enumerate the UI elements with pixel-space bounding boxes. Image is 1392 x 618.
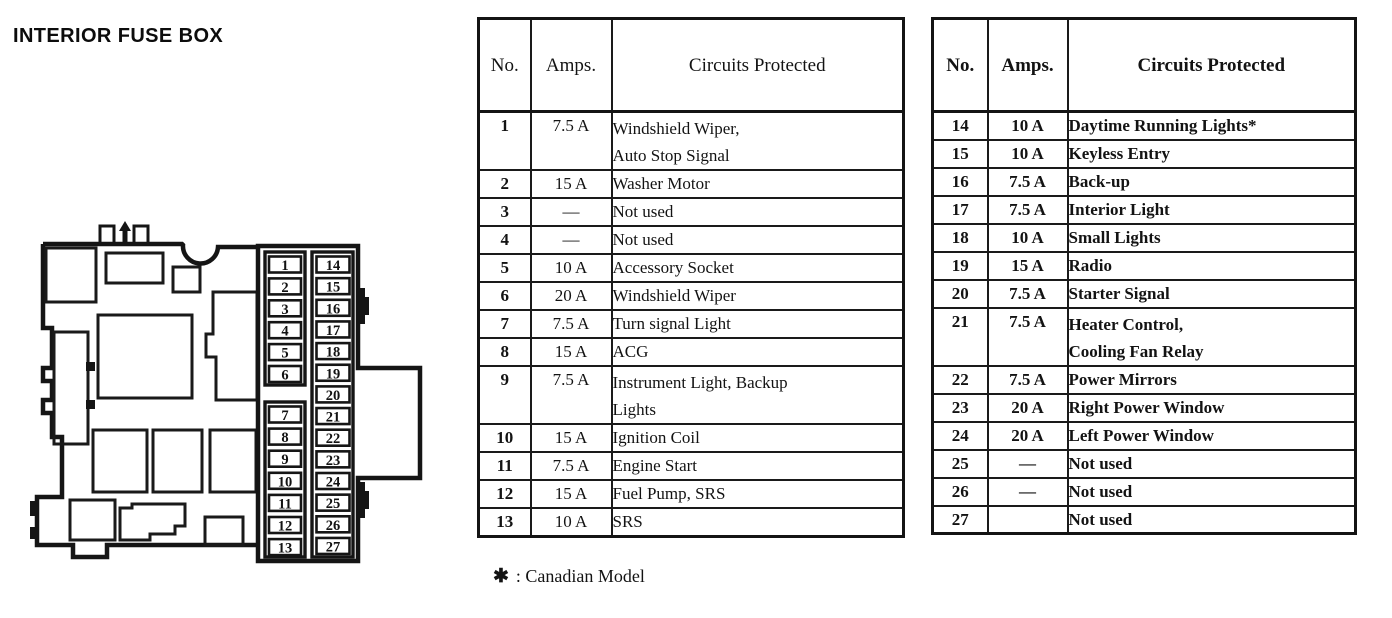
- fuse-box-diagram: [30, 210, 430, 566]
- relay-block: [153, 430, 202, 492]
- cell-circuits: [1068, 450, 1356, 478]
- circuit-line: Windshield Wiper,: [612, 119, 740, 138]
- relay-block: [205, 517, 243, 545]
- circuit-line: Windshield Wiper: [612, 286, 736, 305]
- table-row: [933, 140, 1356, 168]
- cell-amps: 20 A: [531, 282, 612, 310]
- relay-block: [54, 332, 88, 444]
- cell-no: 11: [479, 452, 531, 480]
- cell-amps: 10 A: [988, 112, 1068, 140]
- fuse-slots-14-27: [317, 257, 350, 556]
- panel-tab: [358, 288, 365, 324]
- circuit-line: Daytime Running Lights*: [1068, 116, 1257, 135]
- fuse-slot-label: 23: [325, 452, 341, 469]
- relay-block: [70, 500, 115, 540]
- table-row: [479, 254, 904, 282]
- table-row: [933, 422, 1356, 450]
- table-row: [933, 450, 1356, 478]
- cell-amps: 15 A: [988, 252, 1068, 280]
- mounting-clip: [100, 226, 114, 243]
- cell-circuits: [1068, 140, 1356, 168]
- cell-circuits: [612, 310, 904, 338]
- table-row: [479, 480, 904, 508]
- relay-tab: [86, 362, 95, 371]
- header-row: [933, 19, 1356, 112]
- cell-circuits: [612, 424, 904, 452]
- cell-amps: 10 A: [988, 140, 1068, 168]
- fuse-slot-label: 20: [325, 387, 341, 404]
- table-row: [479, 452, 904, 480]
- cell-amps: 7.5 A: [531, 310, 612, 338]
- fuse-slot-label: 12: [277, 518, 293, 535]
- fuse-slot-label: 25: [325, 496, 341, 513]
- col-header-circuits: Circuits Protected: [612, 19, 904, 112]
- cell-no: 19: [933, 252, 988, 280]
- cell-amps: 15 A: [531, 424, 612, 452]
- circuit-line: Not used: [1068, 453, 1133, 473]
- cell-no: 4: [479, 226, 531, 254]
- panel-tab: [365, 297, 369, 315]
- cell-amps: 10 A: [531, 508, 612, 536]
- cell-circuits: [612, 480, 904, 508]
- cell-circuits: [1068, 252, 1356, 280]
- fuse-slot-label: 2: [281, 279, 289, 296]
- table-row: [933, 252, 1356, 280]
- circuit-line: Not used: [1068, 481, 1133, 501]
- cell-circuits: [1068, 394, 1356, 422]
- panel-tab: [365, 491, 369, 509]
- col-header-amps: Amps.: [531, 19, 612, 112]
- fuse-slot-label: 14: [325, 258, 341, 274]
- cell-no: 26: [933, 478, 988, 506]
- cell-no: 18: [933, 224, 988, 252]
- cell-no: 17: [933, 196, 988, 224]
- circuit-line: Not used: [612, 230, 674, 249]
- table-row: [479, 170, 904, 198]
- cell-no: 5: [479, 254, 531, 282]
- table-row: [479, 366, 904, 424]
- table-row: [479, 112, 904, 171]
- cell-circuits: [1068, 366, 1356, 394]
- header-row: [479, 19, 904, 112]
- fuse-slots-7-13: [269, 407, 301, 557]
- cell-amps: —: [531, 226, 612, 254]
- fuse-slot-label: 16: [325, 301, 341, 318]
- cell-no: 13: [479, 508, 531, 536]
- circuit-line: Fuel Pump, SRS: [612, 484, 726, 503]
- circuit-line: Lights: [612, 400, 656, 419]
- circuit-line: Radio: [1068, 255, 1112, 275]
- cell-no: 27: [933, 506, 988, 534]
- cell-amps: —: [988, 450, 1068, 478]
- cell-no: 10: [479, 424, 531, 452]
- cell-no: 6: [479, 282, 531, 310]
- circuit-line: Instrument Light, Backup: [612, 373, 788, 392]
- cell-no: 20: [933, 280, 988, 308]
- fuse-slot-label: 10: [277, 474, 293, 491]
- asterisk-symbol: ✱: [493, 566, 509, 587]
- fuse-slot-label: 21: [325, 409, 341, 426]
- cell-circuits: [612, 170, 904, 198]
- cell-circuits: [1068, 168, 1356, 196]
- table-row: [933, 112, 1356, 140]
- relay-block: [98, 315, 192, 398]
- fuse-slot-label: 3: [281, 301, 289, 318]
- circuit-line: Cooling Fan Relay: [1068, 341, 1204, 361]
- relay-block: [46, 248, 96, 302]
- relay-block: [206, 292, 257, 400]
- cell-circuits: [612, 452, 904, 480]
- circuit-line: Starter Signal: [1068, 283, 1170, 303]
- fuse-slot-label: 11: [278, 496, 292, 513]
- cell-amps: 15 A: [531, 338, 612, 366]
- cell-circuits: [612, 198, 904, 226]
- circuit-line: Heater Control,: [1068, 314, 1184, 334]
- cell-amps: 7.5 A: [988, 280, 1068, 308]
- relay-tab: [86, 400, 95, 409]
- table-row: [479, 508, 904, 536]
- cell-no: 14: [933, 112, 988, 140]
- mounting-tab: [30, 527, 38, 539]
- cell-no: 23: [933, 394, 988, 422]
- fuse-slot-label: 24: [325, 474, 341, 491]
- circuit-line: Accessory Socket: [612, 258, 734, 277]
- cell-no: 22: [933, 366, 988, 394]
- cell-amps: 20 A: [988, 422, 1068, 450]
- table-row: [933, 478, 1356, 506]
- cell-no: 15: [933, 140, 988, 168]
- footnote: [493, 563, 645, 590]
- fuse-slot-label: 27: [325, 539, 341, 556]
- cell-no: 16: [933, 168, 988, 196]
- cell-amps: 10 A: [988, 224, 1068, 252]
- col-header-amps: Amps.: [988, 19, 1068, 112]
- cell-amps: [988, 506, 1068, 534]
- page-title: INTERIOR FUSE BOX: [13, 25, 224, 47]
- table-row: [933, 366, 1356, 394]
- table-row: [933, 196, 1356, 224]
- cell-no: 8: [479, 338, 531, 366]
- cell-amps: 10 A: [531, 254, 612, 282]
- circuit-line: Power Mirrors: [1068, 369, 1177, 389]
- cell-no: 3: [479, 198, 531, 226]
- fuse-slot-label: 26: [325, 517, 341, 534]
- relay-block: [120, 504, 185, 540]
- circuit-line: Right Power Window: [1068, 397, 1225, 417]
- cell-amps: 15 A: [531, 170, 612, 198]
- mounting-tab: [30, 501, 38, 516]
- footnote-text: : Canadian Model: [515, 566, 645, 586]
- cell-circuits: [1068, 224, 1356, 252]
- table-row: [933, 506, 1356, 534]
- fuse-table-left: [477, 17, 905, 538]
- cell-no: 2: [479, 170, 531, 198]
- fuse-slot-label: 13: [277, 540, 293, 557]
- cell-no: 21: [933, 308, 988, 366]
- circuit-line: Not used: [612, 202, 674, 221]
- circuit-line: Keyless Entry: [1068, 143, 1171, 163]
- mounting-clip-arrow: [119, 221, 131, 243]
- cell-circuits: [1068, 112, 1356, 140]
- fuse-slot-label: 7: [281, 408, 289, 424]
- cell-no: 24: [933, 422, 988, 450]
- fuse-slot-label: 22: [325, 431, 341, 448]
- cell-amps: 7.5 A: [531, 366, 612, 424]
- cell-circuits: [612, 112, 904, 171]
- circuit-line: Interior Light: [1068, 199, 1170, 219]
- table-row: [933, 308, 1356, 366]
- table-row: [933, 168, 1356, 196]
- table-row: [479, 198, 904, 226]
- circuit-line: Washer Motor: [612, 174, 710, 193]
- cell-circuits: [1068, 506, 1356, 534]
- cell-amps: —: [531, 198, 612, 226]
- fuse-slot-label: 4: [281, 323, 289, 340]
- cell-no: 7: [479, 310, 531, 338]
- circuit-line: Small Lights: [1068, 227, 1161, 247]
- fuse-slot-label: 17: [325, 322, 341, 339]
- relay-block: [106, 253, 163, 283]
- fuse-table-right: [931, 17, 1357, 535]
- cell-circuits: [1068, 280, 1356, 308]
- col-header-no: No.: [479, 19, 531, 112]
- circuit-line: Not used: [1068, 509, 1133, 529]
- cell-circuits: [612, 366, 904, 424]
- fuse-slot-label: 5: [281, 345, 289, 362]
- relay-block: [173, 267, 200, 292]
- circuit-line: Left Power Window: [1068, 425, 1214, 445]
- table-row: [933, 224, 1356, 252]
- fuse-slot-label: 6: [281, 367, 289, 384]
- cell-amps: 7.5 A: [988, 168, 1068, 196]
- cell-no: 9: [479, 366, 531, 424]
- cell-amps: 7.5 A: [988, 196, 1068, 224]
- cell-circuits: [612, 226, 904, 254]
- fuse-slot-label: 1: [281, 258, 289, 274]
- circuit-line: SRS: [612, 512, 643, 531]
- cell-amps: 7.5 A: [988, 366, 1068, 394]
- cell-circuits: [1068, 422, 1356, 450]
- cell-circuits: [612, 254, 904, 282]
- cell-circuits: [612, 508, 904, 536]
- cell-circuits: [612, 338, 904, 366]
- table-row: [479, 338, 904, 366]
- cell-circuits: [1068, 196, 1356, 224]
- panel-tab: [358, 482, 365, 518]
- table-row: [479, 424, 904, 452]
- relay-block: [93, 430, 147, 492]
- fuse-slot-label: 18: [325, 344, 341, 361]
- table-row: [933, 280, 1356, 308]
- circuit-line: Back-up: [1068, 171, 1130, 191]
- relay-block: [210, 430, 256, 492]
- cell-amps: 20 A: [988, 394, 1068, 422]
- fuse-slot-label: 8: [281, 430, 289, 447]
- cell-no: 25: [933, 450, 988, 478]
- table-row: [479, 310, 904, 338]
- cell-amps: 7.5 A: [531, 112, 612, 171]
- table-row: [933, 394, 1356, 422]
- cell-circuits: [1068, 478, 1356, 506]
- circuit-line: Turn signal Light: [612, 314, 731, 333]
- cell-amps: —: [988, 478, 1068, 506]
- fuse-slot-label: 9: [281, 452, 289, 469]
- circuit-line: Ignition Coil: [612, 428, 700, 447]
- cell-amps: 7.5 A: [988, 308, 1068, 366]
- col-header-no: No.: [933, 19, 988, 112]
- cell-amps: 15 A: [531, 480, 612, 508]
- circuit-line: ACG: [612, 342, 649, 361]
- col-header-circuits: Circuits Protected: [1068, 19, 1356, 112]
- table-row: [479, 282, 904, 310]
- fuse-slot-label: 19: [325, 366, 341, 383]
- cell-amps: 7.5 A: [531, 452, 612, 480]
- circuit-line: Engine Start: [612, 456, 698, 475]
- cell-circuits: [1068, 308, 1356, 366]
- cell-circuits: [612, 282, 904, 310]
- cell-no: 12: [479, 480, 531, 508]
- circuit-line: Auto Stop Signal: [612, 146, 730, 165]
- table-row: [479, 226, 904, 254]
- mounting-clip: [134, 226, 148, 243]
- fuse-slot-label: 15: [325, 279, 341, 296]
- cell-no: 1: [479, 112, 531, 171]
- fuse-slots-1-6: [269, 257, 301, 384]
